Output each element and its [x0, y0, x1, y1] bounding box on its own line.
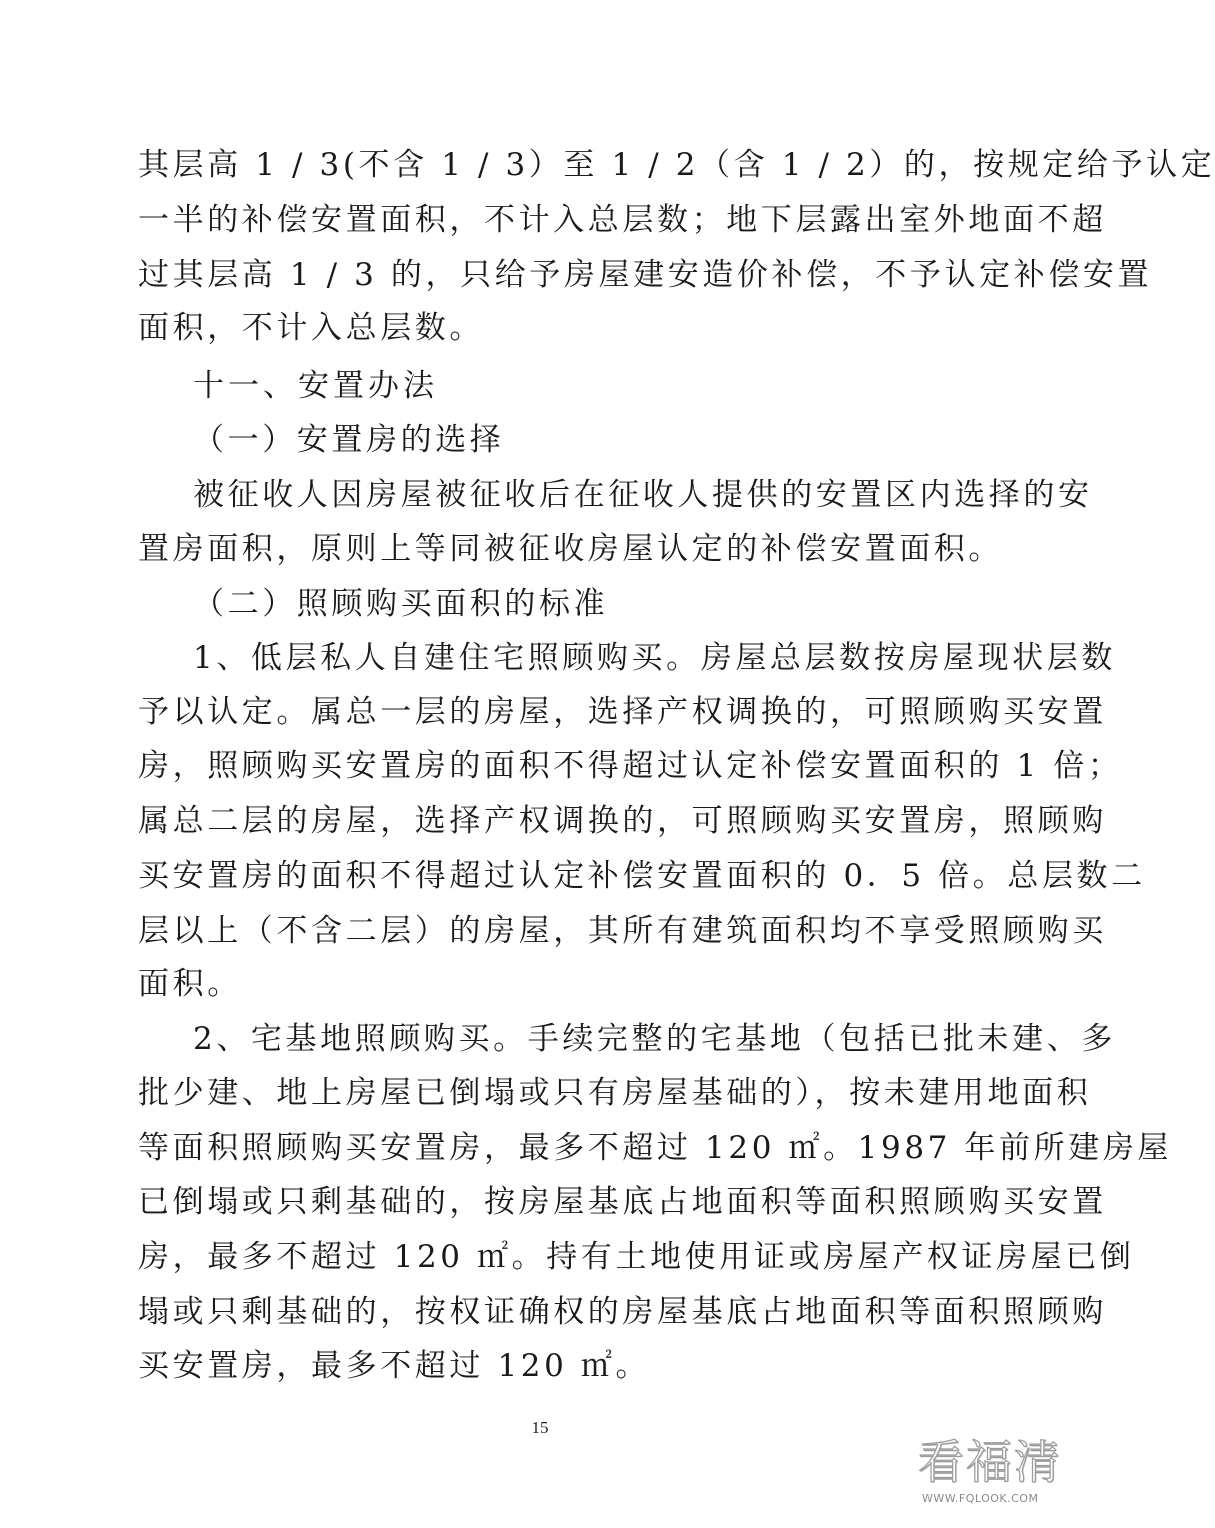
- text-line: 塌或只剩基础的，按权证确权的房屋基底占地面积等面积照顾购: [138, 1294, 1107, 1330]
- text-line: 已倒塌或只剩基础的，按房屋基底占地面积等面积照顾购买安置: [138, 1184, 1107, 1220]
- text-line: 批少建、地上房屋已倒塌或只有房屋基础的），按未建用地面积: [138, 1075, 1092, 1111]
- text-line: 被征收人因房屋被征收后在征收人提供的安置区内选择的安: [193, 477, 1093, 513]
- text-line: 置房面积，原则上等同被征收房屋认定的补偿安置面积。: [138, 531, 1003, 567]
- page-number: 15: [531, 1418, 549, 1437]
- text-line: 买安置房，最多不超过 120 ㎡。: [138, 1348, 651, 1384]
- text-line: 予以认定。属总一层的房屋，选择产权调换的，可照顾购买安置: [138, 694, 1107, 730]
- text-line: 等面积照顾购买安置房，最多不超过 120 ㎡。1987 年前所建房屋: [138, 1130, 1173, 1166]
- watermark-url: WWW.FQLOOK.COM: [922, 1492, 1039, 1505]
- text-line: 过其层高 1 / 3 的，只给予房屋建安造价补偿，不予认定补偿安置: [138, 257, 1153, 293]
- text-line: 层以上（不含二层）的房屋，其所有建筑面积均不享受照顾购买: [138, 913, 1107, 949]
- text-line: 2、宅基地照顾购买。手续完整的宅基地（包括已批未建、多: [193, 1021, 1116, 1057]
- text-line: 面积，不计入总层数。: [138, 310, 484, 346]
- text-line: 一半的补偿安置面积，不计入总层数；地下层露出室外地面不超: [138, 202, 1107, 238]
- text-line: 属总二层的房屋，选择产权调换的，可照顾购买安置房，照顾购: [138, 803, 1107, 839]
- text-line: 房，最多不超过 120 ㎡。持有土地使用证或房屋产权证房屋已倒: [138, 1239, 1135, 1275]
- text-line: 其层高 1 / 3(不含 1 / 3）至 1 / 2（含 1 / 2）的，按规定给予认定: [138, 147, 1215, 183]
- text-line: 房，照顾购买安置房的面积不得超过认定补偿安置面积的 1 倍；: [138, 748, 1123, 784]
- text-line: 面积。: [138, 966, 242, 1002]
- watermark-text: 看福清: [918, 1435, 1062, 1489]
- watermark-logo: [918, 1436, 1068, 1516]
- text-line: 买安置房的面积不得超过认定补偿安置面积的 0．5 倍。总层数二: [138, 858, 1146, 894]
- section-heading: 十一、安置办法: [193, 368, 438, 404]
- text-line: 1、低层私人自建住宅照顾购买。房屋总层数按房屋现状层数: [193, 640, 1116, 676]
- subsection-heading: （一）安置房的选择: [193, 422, 505, 458]
- subsection-heading: （二）照顾购买面积的标准: [193, 586, 609, 622]
